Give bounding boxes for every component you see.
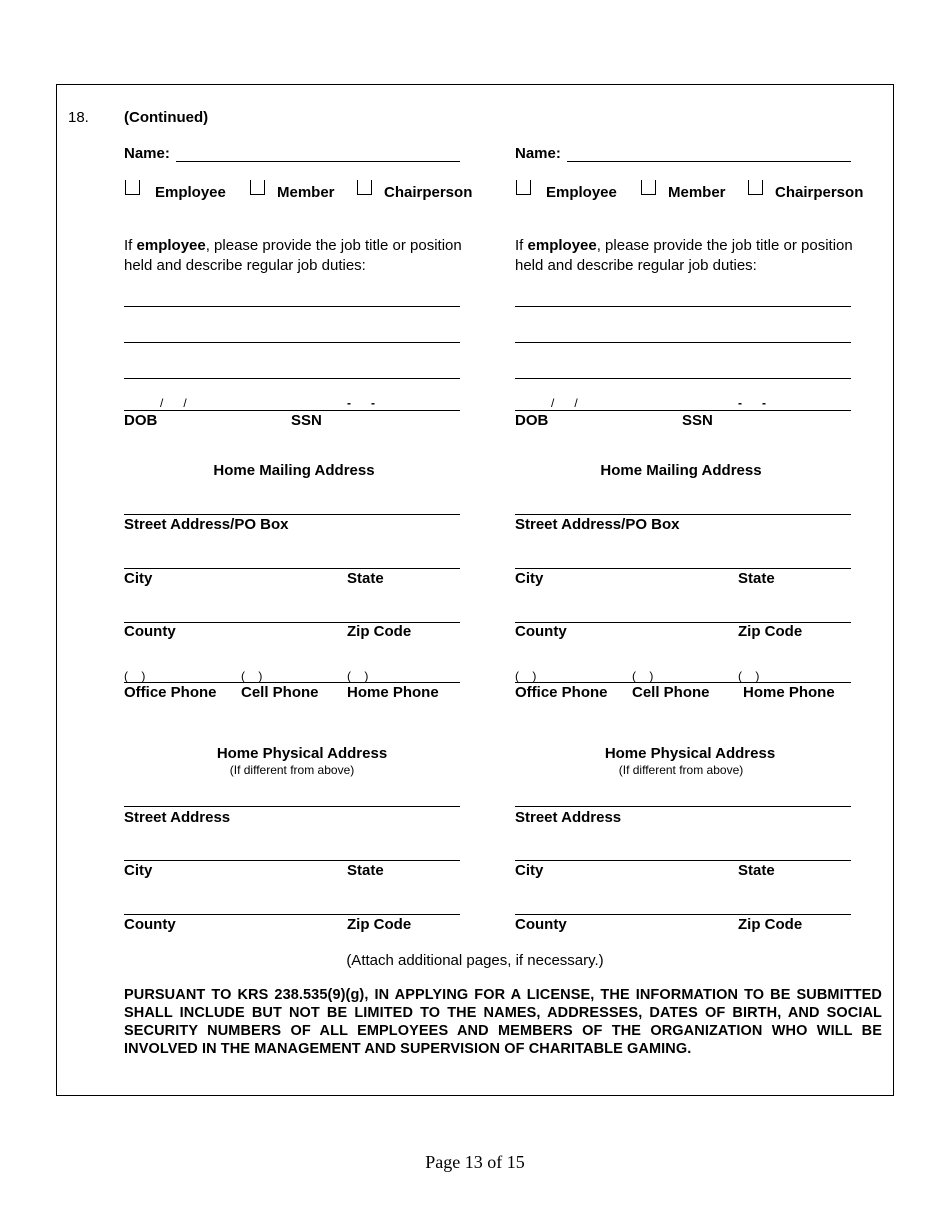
duties-prefix: If — [124, 237, 137, 254]
city-label: City — [124, 570, 153, 587]
physical-address-heading: Home Physical Address — [604, 745, 776, 762]
employee-checkbox[interactable] — [125, 180, 140, 195]
duties-line-2[interactable] — [515, 342, 851, 343]
form-frame — [56, 84, 894, 1096]
duties-line-3[interactable] — [124, 378, 460, 379]
duties-instructions — [515, 237, 853, 254]
ssn-dashes: - - — [738, 396, 766, 410]
street-po-label: Street Address/PO Box — [515, 516, 680, 533]
member-checkbox[interactable] — [250, 180, 265, 195]
physical-county-zip-field[interactable] — [515, 914, 851, 915]
chairperson-checkbox[interactable] — [357, 180, 372, 195]
office-phone-label: Office Phone — [515, 684, 608, 701]
physical-address-heading: Home Physical Address — [216, 745, 388, 762]
ssn-dashes: - - — [347, 396, 375, 410]
duties-prefix: If — [515, 237, 528, 254]
employee-checkbox-label: Employee — [155, 184, 226, 201]
street-po-field[interactable] — [124, 514, 460, 515]
physical-street-label: Street Address — [124, 809, 231, 826]
physical-county-zip-field[interactable] — [124, 914, 460, 915]
duties-rest: , please provide the job title or position — [596, 237, 853, 254]
physical-zip-label: Zip Code — [738, 916, 803, 933]
physical-address-subheading: (If different from above) — [229, 763, 355, 777]
office-phone-parens: ( ) — [124, 669, 146, 683]
phone-field[interactable] — [515, 682, 851, 683]
name-field[interactable] — [176, 161, 460, 162]
home-phone-label: Home Phone — [743, 684, 835, 701]
physical-city-state-field[interactable] — [515, 860, 851, 861]
mailing-address-heading: Home Mailing Address — [213, 462, 375, 479]
home-phone-parens: ( ) — [738, 669, 760, 683]
physical-street-field[interactable] — [515, 806, 851, 807]
duties-line-1[interactable] — [124, 306, 460, 307]
dob-label: DOB — [124, 412, 158, 429]
name-field[interactable] — [567, 161, 851, 162]
dob-label: DOB — [515, 412, 549, 429]
ssn-label: SSN — [291, 412, 322, 429]
cell-phone-parens: ( ) — [632, 669, 654, 683]
street-po-label: Street Address/PO Box — [124, 516, 289, 533]
city-state-field[interactable] — [515, 568, 851, 569]
physical-county-label: County — [515, 916, 567, 933]
dob-ssn-field[interactable] — [515, 410, 851, 411]
ssn-label: SSN — [682, 412, 713, 429]
member-checkbox-label: Member — [277, 184, 335, 201]
cell-phone-parens: ( ) — [241, 669, 263, 683]
home-phone-label: Home Phone — [347, 684, 439, 701]
duties-bold: employee — [136, 237, 206, 254]
physical-city-label: City — [124, 862, 153, 879]
zip-label: Zip Code — [738, 623, 803, 640]
duties-line-1[interactable] — [515, 306, 851, 307]
zip-label: Zip Code — [347, 623, 412, 640]
name-label: Name: — [515, 145, 561, 162]
duties-instructions-line2: held and describe regular job duties: — [124, 257, 366, 274]
city-state-field[interactable] — [124, 568, 460, 569]
section-number: 18. — [68, 109, 89, 126]
duties-line-3[interactable] — [515, 378, 851, 379]
physical-state-label: State — [738, 862, 775, 879]
attach-note: (Attach additional pages, if necessary.) — [346, 952, 604, 969]
employee-checkbox[interactable] — [516, 180, 531, 195]
member-checkbox[interactable] — [641, 180, 656, 195]
street-po-field[interactable] — [515, 514, 851, 515]
physical-street-field[interactable] — [124, 806, 460, 807]
office-phone-label: Office Phone — [124, 684, 217, 701]
dob-ssn-field[interactable] — [124, 410, 460, 411]
city-label: City — [515, 570, 544, 587]
chairperson-checkbox[interactable] — [748, 180, 763, 195]
duties-instructions-line2: held and describe regular job duties: — [515, 257, 757, 274]
physical-address-subheading: (If different from above) — [618, 763, 744, 777]
county-label: County — [124, 623, 176, 640]
physical-city-label: City — [515, 862, 544, 879]
duties-bold: employee — [527, 237, 597, 254]
phone-field[interactable] — [124, 682, 460, 683]
physical-state-label: State — [347, 862, 384, 879]
physical-city-state-field[interactable] — [124, 860, 460, 861]
page-footer: Page 13 of 15 — [425, 1152, 525, 1172]
home-phone-parens: ( ) — [347, 669, 369, 683]
county-label: County — [515, 623, 567, 640]
cell-phone-label: Cell Phone — [241, 684, 319, 701]
name-label: Name: — [124, 145, 170, 162]
chairperson-checkbox-label: Chairperson — [384, 184, 473, 201]
physical-zip-label: Zip Code — [347, 916, 412, 933]
cell-phone-label: Cell Phone — [632, 684, 710, 701]
member-checkbox-label: Member — [668, 184, 726, 201]
dob-slashes: / / — [160, 396, 187, 410]
dob-slashes: / / — [551, 396, 578, 410]
duties-instructions — [124, 237, 462, 254]
duties-rest: , please provide the job title or position — [205, 237, 462, 254]
state-label: State — [738, 570, 775, 587]
office-phone-parens: ( ) — [515, 669, 537, 683]
section-title: (Continued) — [124, 109, 209, 126]
duties-line-2[interactable] — [124, 342, 460, 343]
state-label: State — [347, 570, 384, 587]
physical-street-label: Street Address — [515, 809, 622, 826]
statute-notice: PURSUANT TO KRS 238.535(9)(g), IN APPLYING FOR A LICENSE, THE INFORMATION TO BE SUBMITTED SHALL INCLUDE BUT NOT BE LIMITED TO THE NAMES, ADDRESSES, DATES OF BIRTH, AND SOCIAL SECURITY NUMBERS OF ALL EMPLOYEES AND MEMBERS OF THE ORGANIZATION WHO WILL BE INVOLVED IN THE MANAGEMENT AND SUPERVISION OF CHARITABLE GAMING. — [124, 987, 882, 1057]
mailing-address-heading: Home Mailing Address — [600, 462, 762, 479]
chairperson-checkbox-label: Chairperson — [775, 184, 864, 201]
employee-checkbox-label: Employee — [546, 184, 617, 201]
physical-county-label: County — [124, 916, 176, 933]
